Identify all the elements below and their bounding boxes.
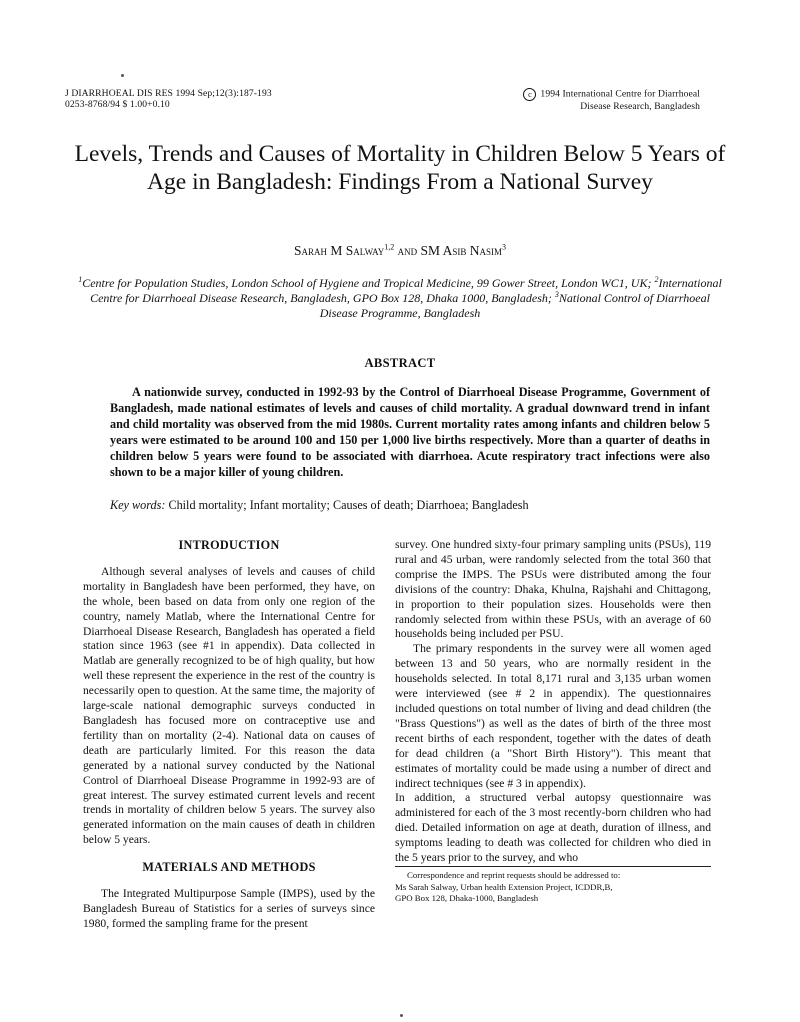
abstract-heading: ABSTRACT: [364, 356, 436, 370]
abstract-text: A nationwide survey, conducted in 1992-93 by the Control of Diarrhoeal Disease Programme, Government of Bangladesh, made national estimates of levels and causes of child mortality. A gradual downward trend in infant and child mortality was observed from the mid 1980s. Current mortality rates among infants and children below 5 years were estimated to be around 100 and 150 per 1,000 live births respectively. More than a quarter of deaths in children below 5 years were found to be associated with diarrhoea. Acute respiratory tract infections were also shown to be a major killer of young children.: [110, 385, 710, 479]
footnote-line3: GPO Box 128, Dhaka-1000, Bangladesh: [395, 893, 539, 903]
correspondence-footnote: [395, 870, 715, 905]
footnote-line2: Ms Sarah Salway, Urban health Extension Project, ICDDR,B,: [395, 881, 613, 892]
keywords: [110, 497, 710, 513]
author-list: [60, 243, 740, 259]
verbal-autopsy-paragraph: In addition, a structured verbal autopsy questionnaire was administered for each of the 3 most recently-born children who had died. Detailed information on age at death, duration of illness, and symptoms leading to death was collected for children who died in the 5 years prior to the survey, and who: [395, 791, 711, 865]
affiliations: [70, 276, 730, 321]
keywords-text: Child mortality; Infant mortality; Causes of death; Diarrhoea; Bangladesh: [165, 498, 529, 512]
scan-speck: [121, 74, 124, 77]
author-1-name: Sarah M Salway: [293, 243, 385, 258]
copyright-line2: Disease Research, Bangladesh: [580, 101, 700, 112]
article-title: Levels, Trends and Causes of Mortality in Children Below 5 Years of Age in Bangladesh: Findings From a National Survey: [74, 141, 726, 195]
author-1-affil-marker: 1,2: [384, 242, 395, 252]
left-column: [83, 538, 375, 932]
author-2-name: SM Asib Nasim: [420, 243, 503, 258]
affil-1-marker: 1: [78, 275, 83, 284]
author-2-affil-marker: 3: [502, 242, 507, 252]
journal-citation: [65, 88, 272, 110]
affil-3-text: National Control of Diarrhoeal Disease Programme, Bangladesh: [319, 291, 710, 320]
right-column: [395, 538, 711, 866]
introduction-paragraph: Although several analyses of levels and causes of child mortality in Bangladesh have been performed, they have, on the whole, been based on data from only one region of the country, namely Matlab, where the International Centre for Diarrhoeal Disease Research, Bangladesh has operated a field station since 1963 (see #1 in appendix). Data collected in Matlab are generally recognized to be of high quality, but how well these represent the experience in the rest of the country is necessarily open to question. At the same time, the majority of large-scale national demographic surveys conducted in Bangladesh has focused more on contraceptive use and fertility than on mortality (2-4). National data on causes of death are particularly limited. For this reason the data generated by a national survey conducted by the National Control of Diarrhoeal Disease Programme in 1992-93 are of great interest. The survey estimated current levels and recent trends in mortality of children below 5 years. The survey also generated information on the main causes of death in children below 5 years.: [83, 564, 375, 847]
affil-2-text: International Centre for Diarrhoeal Disease Research, Bangladesh, GPO Box 128, Dhaka 1000, Bangladesh;: [90, 276, 722, 305]
author-conjunction: and: [394, 243, 421, 258]
copyright-notice: [523, 88, 700, 112]
journal-citation-line2: 0253-8768/94 $ 1.00+0.10: [65, 99, 170, 110]
respondents-paragraph: The primary respondents in the survey were all women aged between 13 and 50 years, who are normally resident in the households selected. In total 8,171 rural and 3,135 urban women were interviewed (see # 2 in appendix). The questionnaires included questions on total number of living and dead children (the "Brass Questions") as well as the dates of birth of the three most recent births of each respondent, together with the dates of death for dead children (a "Short Birth History"). This meant that estimates of mortality could be made using a number of direct and indirect techniques (see # 3 in appendix).: [395, 642, 711, 790]
methods-paragraph: The Integrated Multipurpose Sample (IMPS), used by the Bangladesh Bureau of Statistics for a series of surveys since 1980, formed the sampling frame for the present: [83, 887, 375, 930]
journal-citation-line1: J DIARRHOEAL DIS RES 1994 Sep;12(3):187-193: [65, 88, 272, 99]
copyright-line1: 1994 International Centre for Diarrhoeal: [540, 88, 700, 100]
affil-2-marker: 2: [654, 275, 659, 284]
copyright-icon: c: [523, 88, 536, 101]
affil-3-marker: 3: [554, 290, 559, 299]
sampling-paragraph: survey. One hundred sixty-four primary sampling units (PSUs), 119 rural and 45 urban, were randomly selected from the total 360 that comprise the IMPS. The PSUs were distributed among the four divisions of the country: Dhaka, Khulna, Rajshahi and Chittagong, in proportion to their population sizes. Households were then randomly selected from within these PSUs, with an average of 60 households being included per PSU.: [395, 538, 711, 641]
affil-1-text: Centre for Population Studies, London School of Hygiene and Tropical Medicine, 99 Gower Street, London WC1, UK;: [82, 276, 652, 290]
scan-speck: [400, 1014, 403, 1017]
methods-heading: MATERIALS AND METHODS: [142, 860, 316, 875]
footnote-line1: Correspondence and reprint requests should be addressed to:: [407, 870, 621, 880]
abstract-body: [110, 384, 710, 480]
footnote-rule: [395, 866, 711, 867]
introduction-heading: INTRODUCTION: [178, 538, 280, 552]
keywords-label: Key words:: [110, 498, 166, 512]
